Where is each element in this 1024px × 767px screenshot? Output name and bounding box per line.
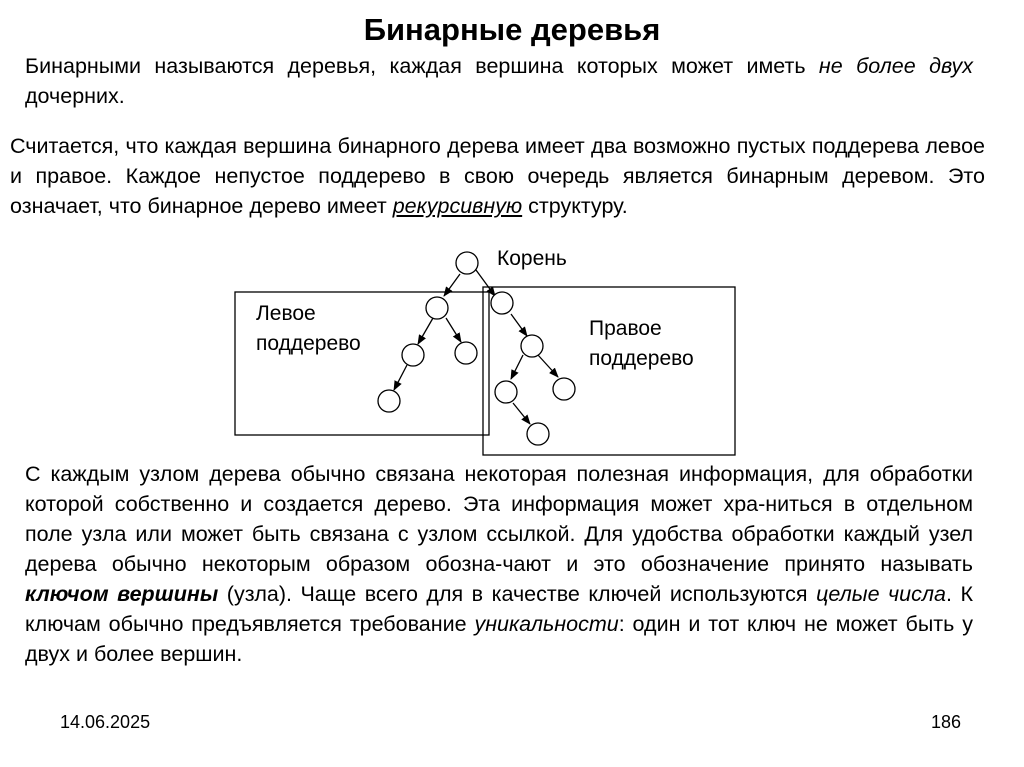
edge-root-left <box>444 274 460 296</box>
page-number: 186 <box>931 712 962 732</box>
definition-text: Бинарными называются деревья, каждая вершина которых может иметь <box>25 54 819 78</box>
key-text-4: : один и тот ключ не может быть у двух и более вершин. <box>25 612 973 666</box>
node-left-left <box>402 344 424 366</box>
edge-ll-lll <box>394 365 407 390</box>
node-right-left-left-right <box>527 423 549 445</box>
edge-l-ll <box>418 318 433 344</box>
edge-r-rl <box>511 314 527 336</box>
node-right-left-right <box>553 378 575 400</box>
node-left <box>426 297 448 319</box>
key-text-3: . К ключам обычно предъявляется требование <box>25 582 973 636</box>
definition-emphasis: не более двух <box>818 54 973 78</box>
node-root <box>456 252 478 274</box>
edge-rl-rlr <box>538 355 558 377</box>
left-subtree-label-1: Левое <box>256 302 316 325</box>
edge-rll-rllr <box>513 403 530 424</box>
edge-l-lr <box>446 318 461 342</box>
uniqueness-term: уникальности <box>474 612 619 636</box>
recursion-tail: структуру. <box>522 194 628 218</box>
node-left-left-left <box>378 390 400 412</box>
key-paragraph <box>25 459 973 669</box>
slide-title: Бинарные деревья <box>363 12 661 47</box>
right-subtree-label-1: Правое <box>589 317 662 340</box>
integer-term: целые числа <box>816 582 946 606</box>
node-left-right <box>455 342 477 364</box>
node-right-left-left <box>495 381 517 403</box>
root-label: Корень <box>497 247 567 270</box>
node-right-left <box>521 335 543 357</box>
recursion-text: Считается, что каждая вершина бинарного дерева имеет два возможно пустых поддерева левое и правое. Каждое непустое поддерево в свою очередь является бинарным деревом. Это означает, что бинарное дерево имеет <box>10 134 985 218</box>
footer-date: 14.06.2025 <box>60 712 151 732</box>
right-subtree-label-2: поддерево <box>589 347 694 370</box>
definition-tail: дочерних. <box>25 84 125 108</box>
recursion-emphasis: рекурсивную <box>392 194 523 218</box>
key-text-2: (узла). Чаще всего для в качестве ключей используются <box>218 582 817 606</box>
node-right <box>491 292 513 314</box>
left-subtree-label-2: поддерево <box>256 332 361 355</box>
key-term: ключом вершины <box>25 582 219 606</box>
key-text-1: С каждым узлом дерева обычно связана некоторая полезная информация, для обработки которой собственно и создается дерево. Эта информация может хра-ниться в отдельном поле узла или может быть связана с узлом ссылкой. Для удобства обработки каждый узел дерева обычно некоторым образом обозна-чают и это обозначение принято называть <box>25 462 973 576</box>
edge-rl-rll <box>511 355 523 379</box>
